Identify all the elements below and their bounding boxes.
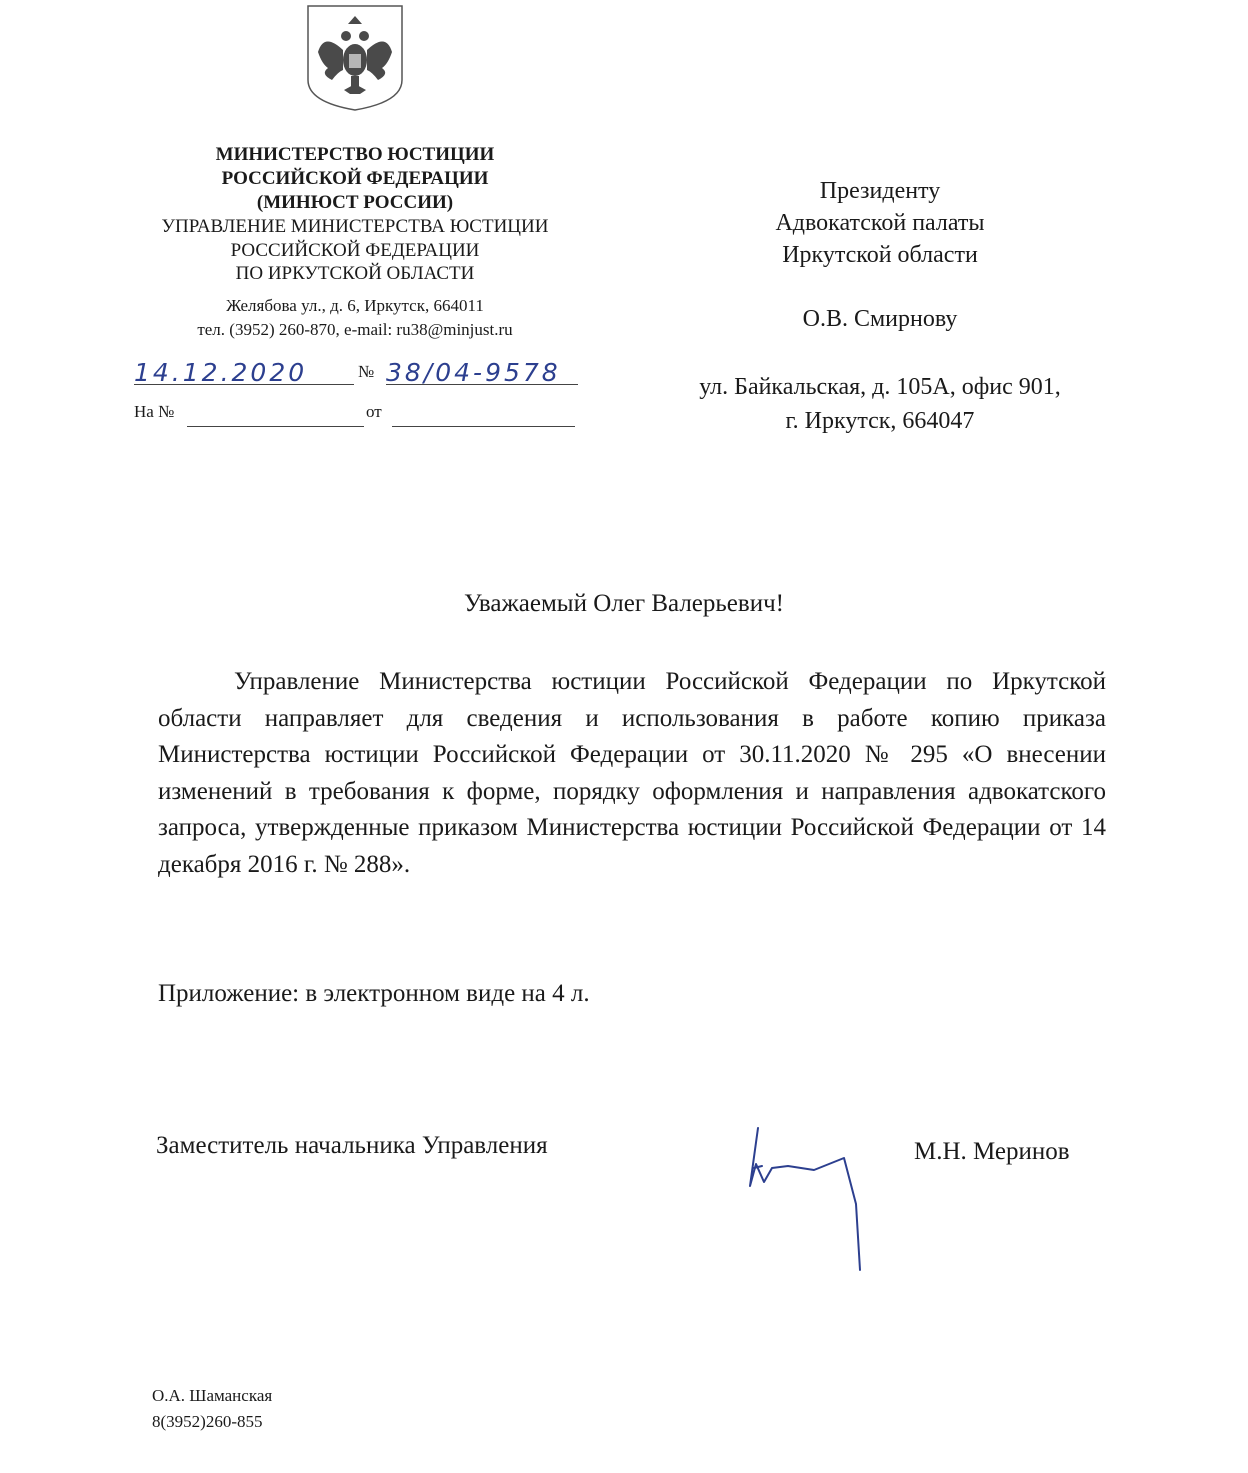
executor-name: О.А. Шаманская bbox=[152, 1386, 273, 1405]
reg-number-sign: № bbox=[358, 362, 375, 381]
ref-date-blank bbox=[392, 404, 575, 427]
ref-number-label: На № bbox=[134, 402, 175, 421]
recipient-address-line2: г. Иркутск, 664047 bbox=[785, 408, 975, 434]
attachment-note: Приложение: в электронном виде на 4 л. bbox=[158, 980, 590, 1007]
ref-from-label: от bbox=[366, 402, 382, 421]
letter-body bbox=[158, 664, 1106, 883]
recipient-org-line1: Адвокатской палаты bbox=[775, 210, 985, 236]
salutation: Уважаемый Олег Валерьевич! bbox=[464, 590, 784, 617]
recipient-address-line1: ул. Байкальская, д. 105А, офис 901, bbox=[699, 374, 1061, 400]
handwritten-signature bbox=[736, 1124, 868, 1274]
recipient-title: Президенту bbox=[819, 178, 941, 204]
reg-date-field bbox=[134, 358, 354, 385]
department-line2: РОССИЙСКОЙ ФЕДЕРАЦИИ bbox=[230, 240, 480, 261]
signer-name: М.Н. Меринов bbox=[914, 1138, 1070, 1165]
department-line1: УПРАВЛЕНИЕ МИНИСТЕРСТВА ЮСТИЦИИ bbox=[161, 216, 549, 237]
recipient-name: О.В. Смирнову bbox=[802, 306, 958, 332]
sender-address: Желябова ул., д. 6, Иркутск, 664011 bbox=[226, 296, 484, 315]
signer-position: Заместитель начальника Управления bbox=[156, 1132, 548, 1159]
body-paragraph: Управление Министерства юстиции Российской Федерации по Иркутской области направляет для сведения и использования в работе копию приказа Министерства юстиции Российской Федерации от 30.11.2020 № 295 «О внесении изменений в требования к форме, порядку оформления и направления адвокатского запроса, утвержденные приказом Министерства юстиции Российской Федерации от 14 декабря 2016 г. № 288». bbox=[158, 668, 1106, 878]
ministry-short-name: (МИНЮСТ РОССИИ) bbox=[256, 192, 454, 213]
recipient-org-line2: Иркутской области bbox=[782, 242, 978, 268]
ref-number-blank bbox=[187, 404, 364, 427]
reg-number-field bbox=[386, 358, 578, 385]
executor-phone: 8(3952)260-855 bbox=[152, 1412, 263, 1431]
reg-number: 38/04-9578 bbox=[386, 358, 561, 387]
department-line3: ПО ИРКУТСКОЙ ОБЛАСТИ bbox=[235, 263, 475, 284]
ministry-name-line2: РОССИЙСКОЙ ФЕДЕРАЦИИ bbox=[221, 168, 489, 189]
state-emblem-icon bbox=[304, 2, 406, 112]
ministry-name-line1: МИНИСТЕРСТВО ЮСТИЦИИ bbox=[215, 144, 495, 165]
reg-date: 14.12.2020 bbox=[134, 358, 308, 387]
sender-contacts: тел. (3952) 260-870, e-mail: ru38@minjust.ru bbox=[197, 320, 513, 339]
